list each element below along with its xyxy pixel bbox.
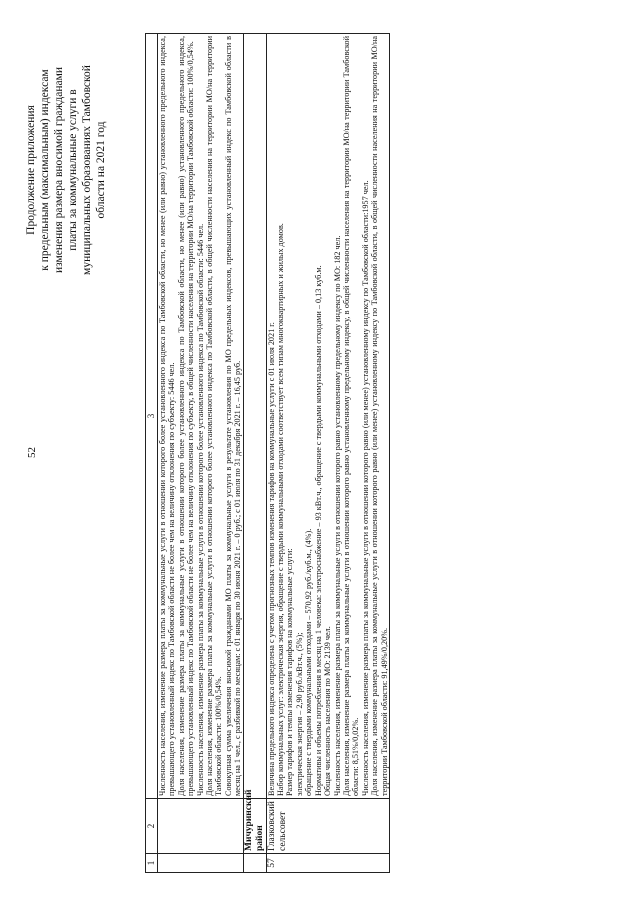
- paragraph: Величина предельного индекса определена с учетом прогнозных темпов изменения тарифов на коммунальные услуги с 01 июля 2021 г.: [266, 322, 276, 796]
- row-number-cell: [243, 854, 266, 873]
- description-cell: [243, 34, 266, 799]
- row-number-cell: [158, 854, 244, 873]
- paragraph: Численность населения, изменение размера платы за коммунальные услуги в отношении которого равно (или менее) установленному индексу по Тамбовской области:1957 чел.: [360, 180, 370, 796]
- table-header-row: [146, 34, 158, 873]
- table-row-district: [243, 34, 266, 873]
- heading-line: платы за коммунальные услуги в: [67, 89, 79, 251]
- paragraph: Доля населения, изменение размера платы за коммунальные услуги в отношении которого равно (или менее) установленному индексу по Тамбовской области, в общей численности населения на территории МО/на территории Тамбовской области: 91,49%/0,20%.: [370, 36, 389, 796]
- paragraph: обращение с твердыми коммунальными отходами – 570,92 руб./куб.м., (4%).: [304, 528, 314, 796]
- paragraph: Доля населения, изменение размера платы за коммунальные услуги в отношении которого более установленного индекса по Тамбовской области, в общей численности населения на территории МО/на территории Тамбовской области: 100%/0,54%.: [205, 36, 224, 796]
- description-cell: [158, 34, 244, 799]
- heading-line: к предельным (максимальным) индексам: [39, 69, 51, 271]
- header-cell-3: 3: [146, 34, 158, 799]
- paragraph: Размер тарифов и темпы изменения тарифов на коммунальные услуги:: [285, 548, 295, 796]
- table-row-continued: [158, 34, 244, 873]
- paragraph: Численность населения, изменение размера платы за коммунальные услуги в отношении которого более установленного индекса по Тамбовской области, но менее (или равно) установленного предельного индекса, превышающего установленный индекс по Тамбовской области не более чем на величину отклонения по субъекту: 5446 чел.: [158, 36, 177, 796]
- settlement-cell: [158, 799, 244, 854]
- paragraph: Совокупная сумма увеличения вносимой гражданами МО платы за коммунальные услуги в результате установления по МО предельных индексов, превышающих установленный индекс по Тамбовской области в месяц на 1 чел., с разбивкой по месяцам: с 01 января по 30 июня 2021 г. – 0 руб.; с 01 июля по 31 декабря 2021 г. – 16,45 руб.: [223, 36, 243, 796]
- row-number: 57: [266, 854, 389, 873]
- paragraph: Численность населения, изменение размера платы за коммунальные услуги в отношении которого более установленного индекса по Тамбовской области: 5446 чел.: [195, 223, 205, 796]
- table-row: [266, 34, 389, 873]
- paragraph: Набор коммунальных услуг: электрическая энергия, обращение с твердыми коммунальными отходами соответствует всем типам многоквартирных и жилых домов.: [276, 223, 286, 796]
- paragraph: Численность населения, изменение размера платы за коммунальные услуги в отношении которого равно установленному предельному индексу по МО: 182 чел.: [332, 235, 342, 796]
- indices-table: [145, 33, 390, 873]
- page-number: 52: [26, 447, 38, 458]
- paragraph: Доля населения, изменение размера платы за коммунальные услуги в отношении которого равно установленному предельному индексу, в общей численности населения на территории МО/на территории Тамбовской области: 8,51%/0,02%.: [341, 36, 361, 796]
- paragraph: Нормативы и объемы потребления в месяц на 1 человека: электроснабжение – 93 кВт.ч., обращение с твердыми коммунальными отходами – 0,13 куб.м.: [313, 265, 323, 796]
- description-cell: [266, 34, 389, 799]
- heading-line: Продолжение приложения: [25, 105, 37, 235]
- header-cell-1: 1: [146, 854, 158, 873]
- appendix-heading: [24, 35, 108, 305]
- header-cell-2: 2: [146, 799, 158, 854]
- heading-line: области на 2021 год: [95, 121, 107, 219]
- paragraph: Общая численность населения по МО: 2139 чел.: [323, 626, 333, 796]
- heading-line: изменения размера вносимой гражданами: [53, 66, 65, 274]
- district-name: Мичуринский район: [243, 799, 266, 854]
- heading-line: муниципальных образованиях Тамбовской: [81, 65, 93, 275]
- paragraph: электрическая энергия – 2,90 руб./кВт.ч., (5%);: [294, 632, 304, 796]
- settlement-name: Глазковский сельсовет: [266, 799, 389, 854]
- paragraph: Доля населения, изменение размера платы за коммунальные услуги в отношении которого более установленного индекса по Тамбовской области, но менее (или равно) установленного предельного индекса, превышающего установленный индекс по Тамбовской области не более чем на величину отклонения по субъекту, в общей численности населения на территории МО/на территории Тамбовской области: 100%/0,54%.: [176, 36, 196, 796]
